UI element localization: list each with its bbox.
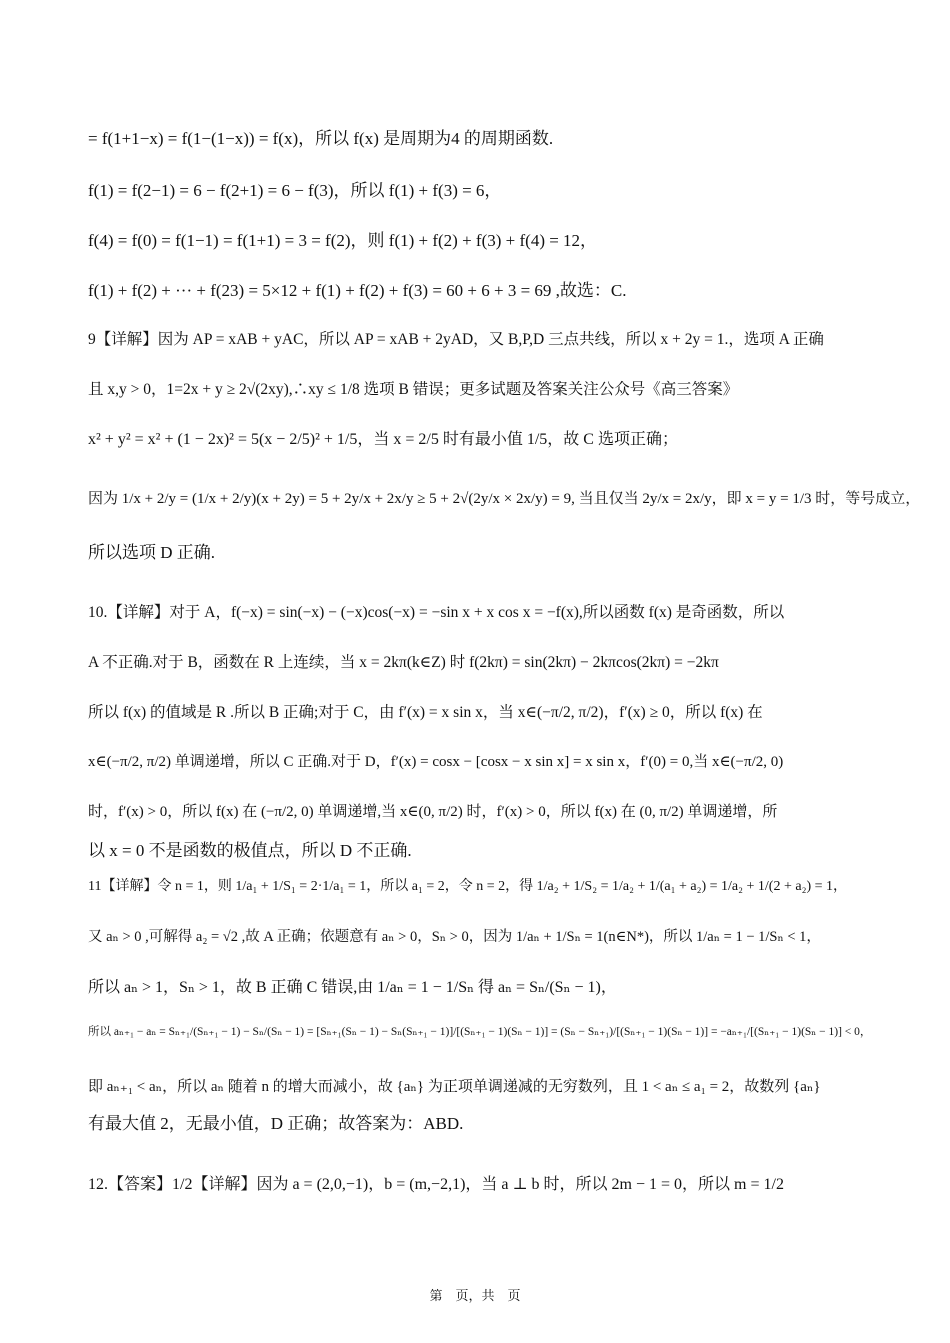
page-footer: 第 页，共 页 xyxy=(429,1289,521,1304)
text-line: 有最大值 2，无最小值，D 正确；故答案为：ABD. xyxy=(88,1114,464,1133)
text-line: 所以 f(x) 的值域是 R .所以 B 正确;对于 C，由 f′(x) = x sin x，当 x∈(−π/2, π/2)，f′(x) ≥ 0，所以 f(x) 在 xyxy=(88,704,763,721)
text-line-q9: 9【详解】因为 AP = xAB + yAC，所以 AP = xAB + 2yAD，又 B,P,D 三点共线，所以 x + 2y = 1.，选项 A 正确 xyxy=(88,331,824,348)
text-line: 因为 1/x + 2/y = (1/x + 2/y)(x + 2y) = 5 + 2y/x + 2x/y ≥ 5 + 2√(2y/x × 2x/y) = 9, 当且仅当 2y/x = 2x/y，即 x = y = 1/3 时，等号成立， xyxy=(88,491,921,507)
text-line: A 不正确.对于 B，函数在 R 上连续，当 x = 2kπ(k∈Z) 时 f(2kπ) = sin(2kπ) − 2kπcos(2kπ) = −2kπ xyxy=(88,654,719,671)
text-line: 即 aₙ₊₁ < aₙ，所以 aₙ 随着 n 的增大而减小，故 {aₙ} 为正项单调递减的无穷数列，且 1 < aₙ ≤ a₁ = 2，故数列 {aₙ} xyxy=(88,1079,821,1095)
text-line: 且 x,y > 0，1=2x + y ≥ 2√(2xy),∴xy ≤ 1/8 选项 B 错误；更多试题及答案关注公众号《高三答案》 xyxy=(88,381,739,398)
text-line: 所以 aₙ > 1，Sₙ > 1，故 B 正确 C 错误,由 1/aₙ = 1 − 1/Sₙ 得 aₙ = Sₙ/(Sₙ − 1)， xyxy=(88,979,617,996)
text-line-q12: 12.【答案】1/2【详解】因为 a = (2,0,−1)，b = (m,−2,1)，当 a ⊥ b 时，所以 2m − 1 = 0，所以 m = 1/2 xyxy=(88,1176,784,1193)
text-line: x∈(−π/2, π/2) 单调递增，所以 C 正确.对于 D，f′(x) = cosx − [cosx − x sin x] = x sin x，f′(0) = 0,当 x∈(−π/2, 0) xyxy=(88,754,784,770)
text-line: 所以选项 D 正确. xyxy=(88,543,216,562)
text-line: 以 x = 0 不是函数的极值点，所以 D 不正确. xyxy=(88,841,412,860)
text-line: f(1) + f(2) + ··· + f(23) = 5×12 + f(1) + f(2) + f(3) = 60 + 6 + 3 = 69 ,故选：C. xyxy=(88,281,627,300)
text-line: = f(1+1−x) = f(1−(1−x)) = f(x)，所以 f(x) 是周期为4 的周期函数. xyxy=(88,129,554,148)
text-line: 又 aₙ > 0 ,可解得 a₂ = √2 ,故 A 正确；依题意有 aₙ > 0，Sₙ > 0，因为 1/aₙ + 1/Sₙ = 1(n∈N*)，所以 1/aₙ = 1 − 1/Sₙ < 1， xyxy=(88,929,821,945)
text-line: 时，f′(x) > 0，所以 f(x) 在 (−π/2, 0) 单调递增,当 x∈(0, π/2) 时，f′(x) > 0，所以 f(x) 在 (0, π/2) 单调递增，所 xyxy=(88,804,778,820)
text-line-q10: 10.【详解】对于 A，f(−x) = sin(−x) − (−x)cos(−x) = −sin x + x cos x = −f(x),所以函数 f(x) 是奇函数，所以 xyxy=(88,604,785,621)
text-line: f(1) = f(2−1) = 6 − f(2+1) = 6 − f(3)，所以 f(1) + f(3) = 6， xyxy=(88,181,502,200)
text-line-q11: 11【详解】令 n = 1，则 1/a₁ + 1/S₁ = 2·1/a₁ = 1，所以 a₁ = 2，令 n = 2，得 1/a₂ + 1/S₂ = 1/a₂ + 1/(a₁ + a₂) = 1/a₂ + 1/(2 + a₂) = 1， xyxy=(88,879,848,894)
text-line: 所以 aₙ₊₁ − aₙ = Sₙ₊₁/(Sₙ₊₁ − 1) − Sₙ/(Sₙ − 1) = [Sₙ₊₁(Sₙ − 1) − Sₙ(Sₙ₊₁ − 1)]/[(Sₙ₊₁ − 1)(Sₙ − 1)] = (Sₙ − Sₙ₊₁)/[(Sₙ₊₁ − 1)(Sₙ − 1)] = −aₙ₊₁/[(Sₙ₊₁ − 1)(Sₙ − 1)] < 0， xyxy=(88,1026,872,1038)
text-line: f(4) = f(0) = f(1−1) = f(1+1) = 3 = f(2)，则 f(1) + f(2) + f(3) + f(4) = 12， xyxy=(88,231,598,250)
text-line: x² + y² = x² + (1 − 2x)² = 5(x − 2/5)² + 1/5，当 x = 2/5 时有最小值 1/5，故 C 选项正确； xyxy=(88,431,678,448)
